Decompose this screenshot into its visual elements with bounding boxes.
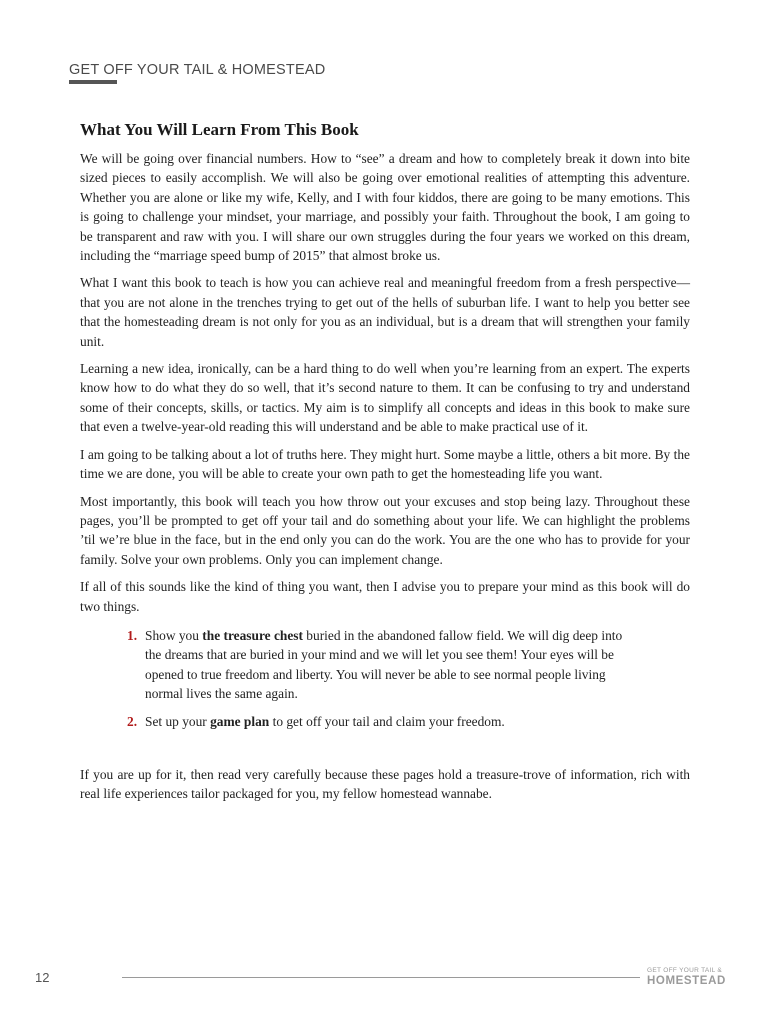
running-header-title: GET OFF YOUR TAIL & HOMESTEAD: [69, 62, 326, 78]
page-number: 12: [35, 970, 50, 985]
header-underline: [69, 80, 117, 84]
paragraph-2: What I want this book to teach is how you can achieve real and meaningful freedom from a fresh perspective—that you are not alone in the trenches trying to get out of the hells of suburban life. I want to help you better see that the homesteading dream is not only for you as an individual, but is a dream that will strengthen your family unit.: [80, 275, 690, 349]
footer-logo-small-text: GET OFF YOUR TAIL &: [647, 967, 723, 974]
list-text-bold: game plan: [210, 713, 270, 729]
page-content: [80, 120, 690, 812]
paragraph-5: Most importantly, this book will teach you how throw out your excuses and stop being lazy. Throughout these pages, you’ll be prompted to get off your tail and do something about your life. We can highlight the problems ’til we’re blue in the face, but in the end only you can do the work. You are the one who has to provide for your family. Solve your own problems. Only you can implement change.: [80, 493, 690, 567]
list-text-before: Set up your: [145, 713, 211, 729]
paragraph-4: I am going to be talking about a lot of truths here. They might hurt. Some maybe a little, others a bit more. By the time we are done, you will be able to create your own path to get the homesteading life you want.: [80, 446, 690, 482]
numbered-list: [80, 626, 690, 731]
paragraph-3: Learning a new idea, ironically, can be a hard thing to do well when you’re learning from an expert. The experts know how to do what they do so well, that it’s second nature to them. It can be confusing to try and understand some of their concepts, skills, or tactics. My aim is to simplify all concepts and ideas in this book to make sure that even a twelve-year-old reading this will understand and be able to make practical use of it.: [80, 361, 690, 435]
list-text-bold: the treasure chest: [202, 627, 303, 643]
footer-logo: [647, 968, 727, 987]
list-text-before: Show you: [145, 627, 203, 643]
list-number: 2.: [127, 713, 138, 729]
list-number: 1.: [127, 627, 138, 643]
footer-logo-big-text: HOMESTEAD: [647, 974, 726, 987]
footer-divider: [122, 977, 640, 978]
list-item: [127, 712, 625, 731]
list-text-after: buried in the abandoned fallow field. We will dig deep into the dreams that are buried in your mind and we will let you see them! Your eyes will be opened to true freedom and liberty. You will never be able to see normal people living normal lives the same again.: [145, 627, 623, 702]
list-text-after: to get off your tail and claim your freedom.: [269, 713, 505, 729]
list-item: [127, 626, 625, 704]
section-title: What You Will Learn From This Book: [80, 120, 359, 139]
paragraph-1: We will be going over financial numbers. How to “see” a dream and how to completely break it down into bite sized pieces to easily accomplish. We will also be going over emotional realities of attempting this adventure. Whether you are alone or like my wife, Kelly, and I with four kiddos, there are going to be many emotions. This is going to challenge your mindset, your marriage, and possibly your faith. Throughout the book, I am going to be transparent and raw with you. I will share our own struggles during the four years we worked on this dream, including the “marriage speed bump of 2015” that almost broke us.: [80, 151, 690, 264]
paragraph-6: If all of this sounds like the kind of thing you want, then I advise you to prepare your mind as this book will do two things.: [80, 579, 690, 614]
closing-paragraph: If you are up for it, then read very carefully because these pages hold a treasure-trove of information, rich with real life experiences tailor packaged for you, my fellow homestead wannabe.: [80, 766, 690, 802]
